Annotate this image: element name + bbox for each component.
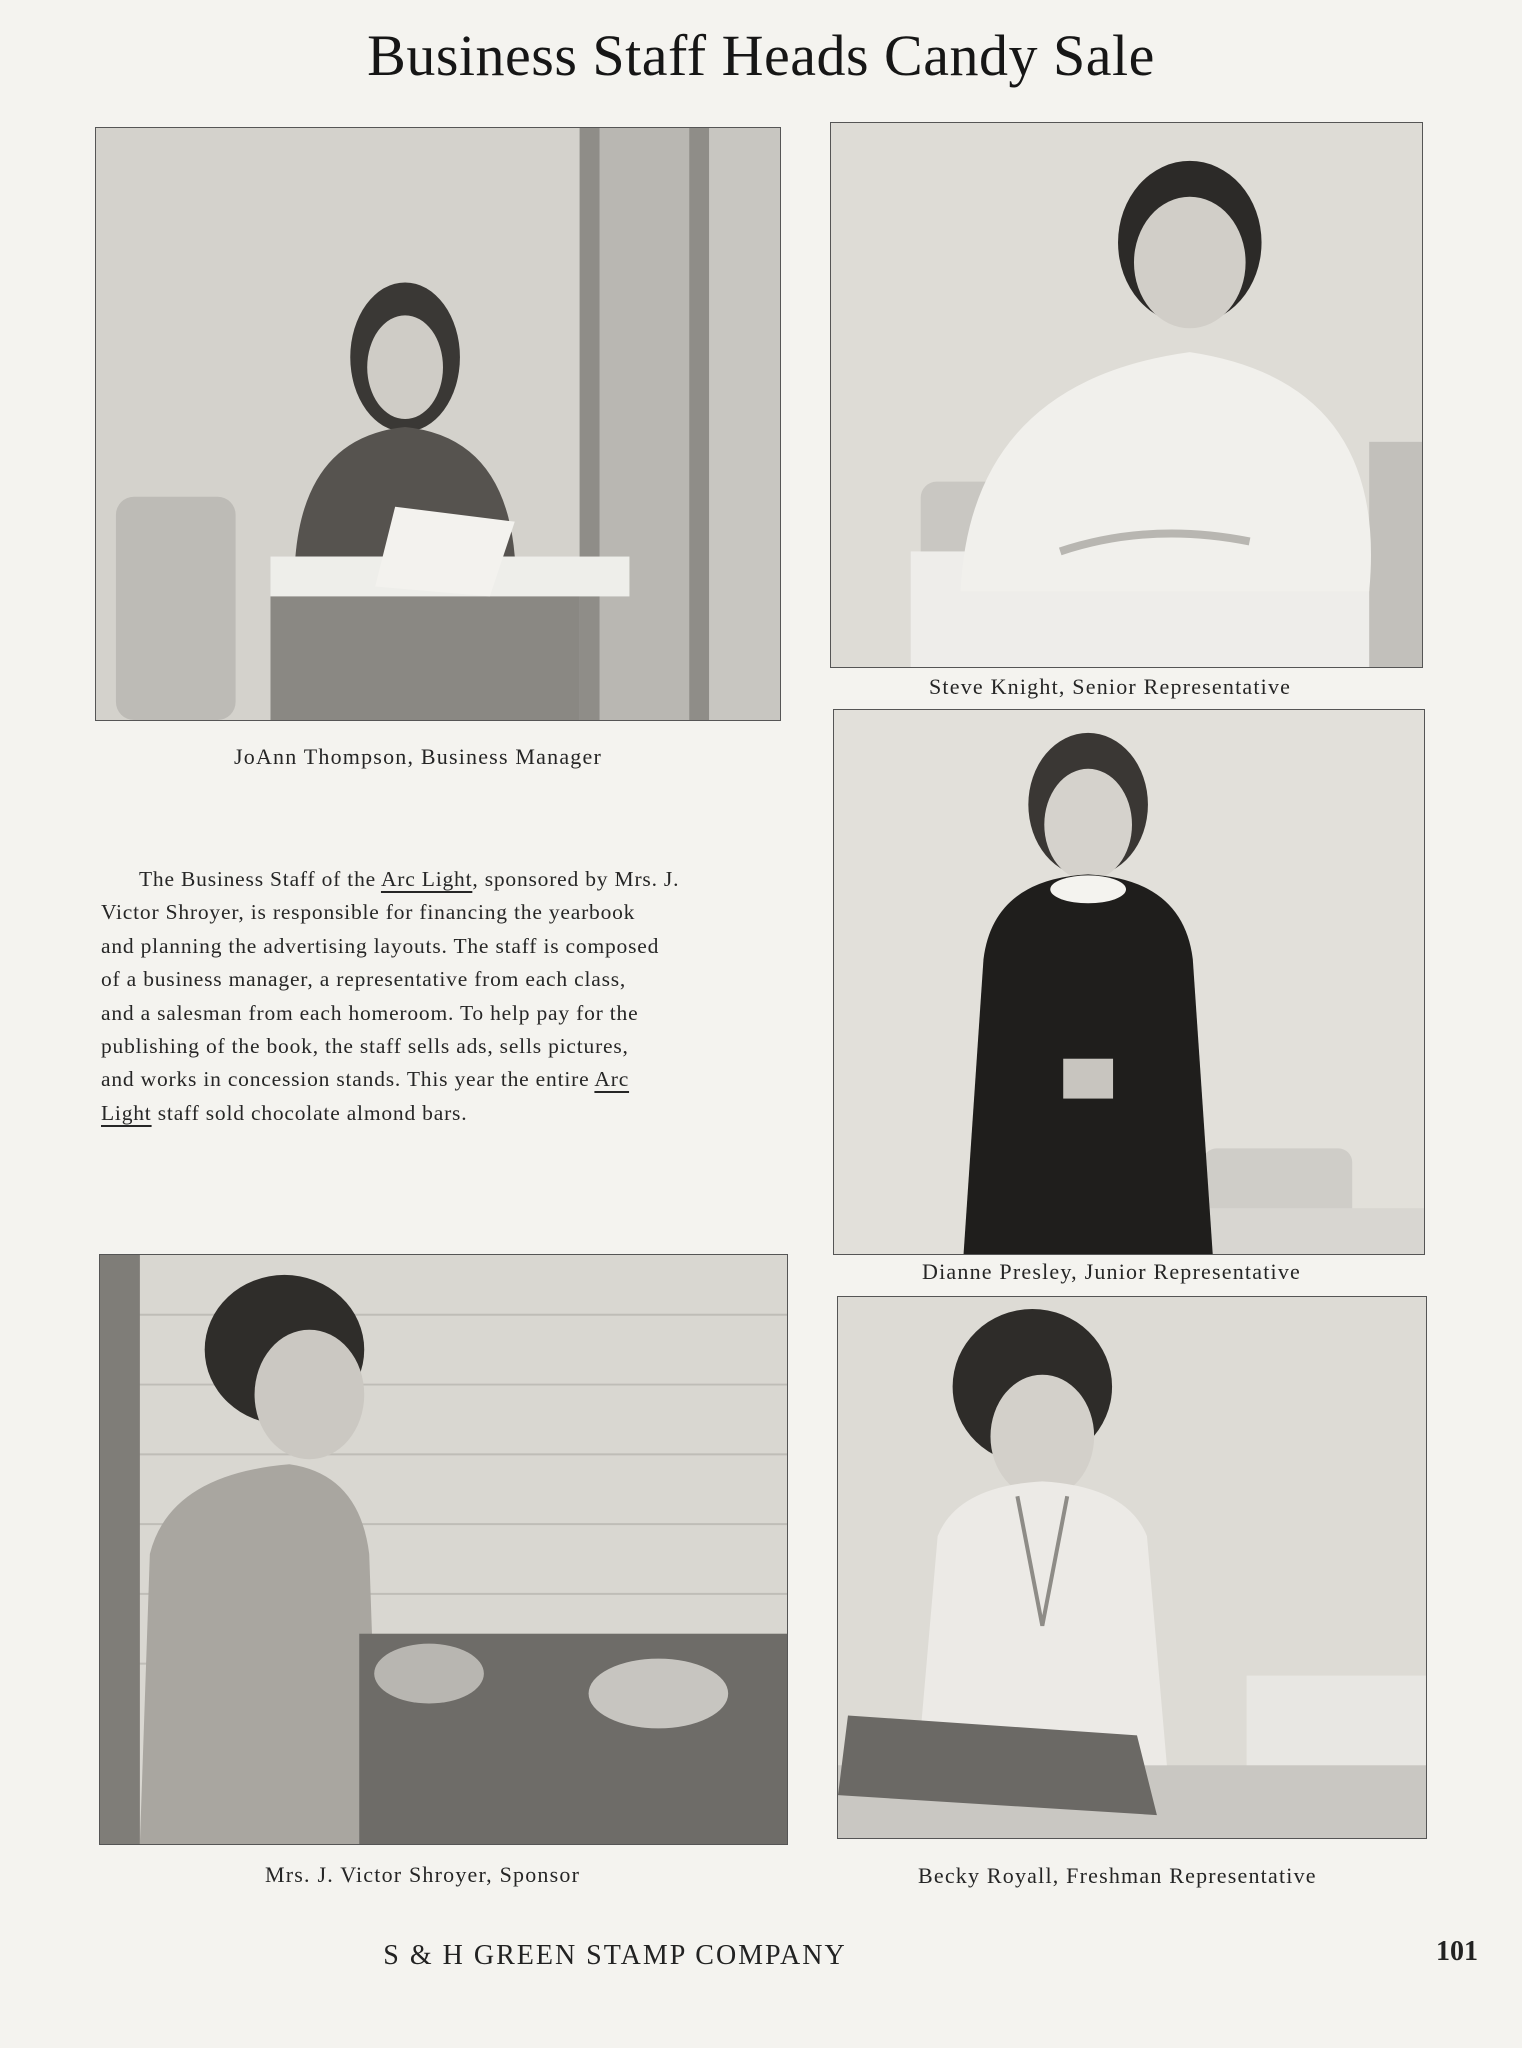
article-line	[101, 1063, 801, 1096]
caption-steve-knight: Steve Knight, Senior Representative	[929, 674, 1292, 699]
caption-becky-royall: Becky Royall, Freshman Representative	[918, 1863, 1317, 1888]
photo-steve-knight	[830, 122, 1423, 668]
caption-dianne-presley: Dianne Presley, Junior Representative	[922, 1259, 1301, 1284]
article-text-run: , sponsored by Mrs. J.	[472, 867, 680, 891]
article-text-run: staff sold chocolate almond bars.	[151, 1100, 468, 1125]
page-title: Business Staff Heads Candy Sale	[367, 23, 1155, 88]
article-line: Victor Shroyer, is responsible for financing the yearbook	[101, 900, 636, 925]
article-text	[101, 863, 801, 1130]
footer-advertiser: S & H GREEN STAMP COMPANY	[383, 1940, 847, 1971]
article-line: and planning the advertising layouts. The staff is composed	[101, 933, 660, 958]
page-number: 101	[1436, 1936, 1478, 1967]
photo-victor-shroyer	[99, 1254, 788, 1845]
article-line: and a salesman from each homeroom. To help pay for the	[101, 1000, 639, 1025]
article-text-run: The Business Staff of the	[139, 867, 381, 891]
article-line	[101, 1097, 801, 1130]
arc-light-title: Light	[101, 1100, 152, 1125]
article-line: of a business manager, a representative from each class,	[101, 967, 627, 992]
caption-joann-thompson: JoAnn Thompson, Business Manager	[234, 744, 602, 769]
photo-becky-royall	[837, 1296, 1427, 1839]
photo-joann-thompson	[95, 127, 781, 721]
article-text-run: and works in concession stands. This year the entire	[101, 1067, 595, 1092]
caption-victor-shroyer: Mrs. J. Victor Shroyer, Sponsor	[265, 1862, 581, 1887]
arc-light-title: Arc Light	[380, 867, 473, 891]
photo-dianne-presley	[833, 709, 1425, 1255]
article-line: publishing of the book, the staff sells ads, sells pictures,	[101, 1034, 629, 1059]
article-line	[101, 863, 801, 896]
arc-light-title: Arc	[594, 1067, 630, 1092]
